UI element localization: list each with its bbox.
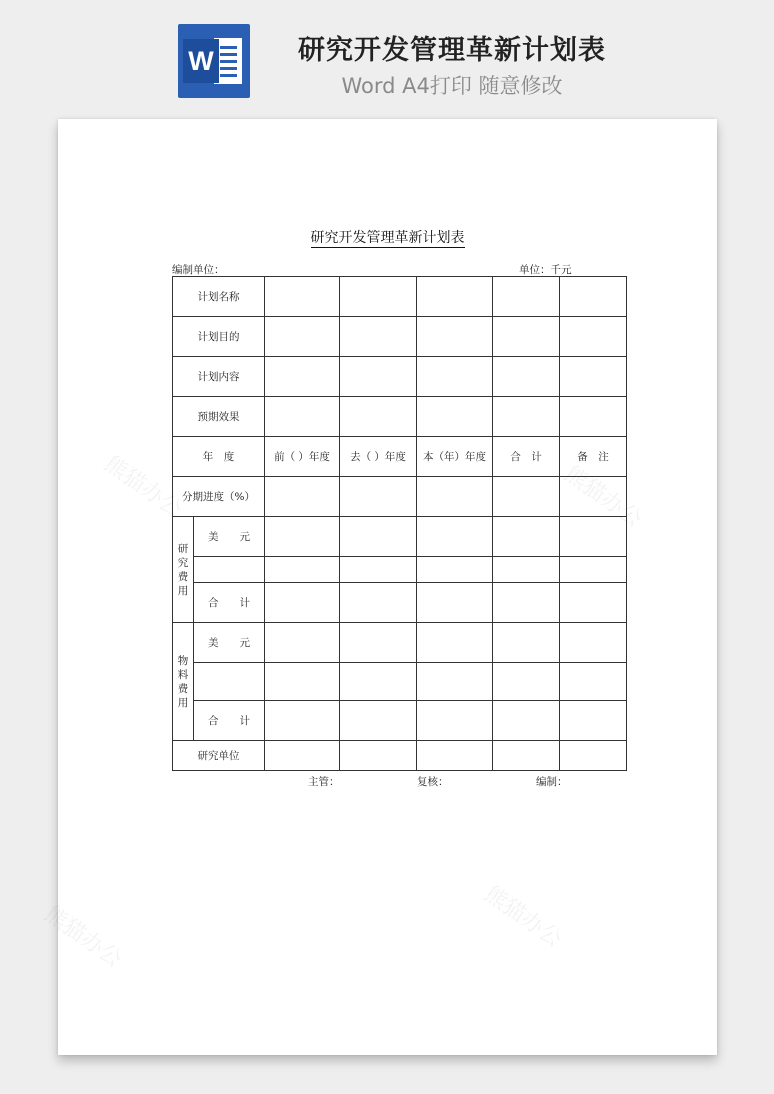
org-label: 编制单位： bbox=[172, 264, 225, 276]
reviewer-sign: 复核： bbox=[417, 776, 449, 788]
material-cost-label: 物料费用 bbox=[177, 654, 189, 709]
supervisor-sign: 主管： bbox=[308, 776, 340, 788]
material-usd-label: 美 元 bbox=[194, 623, 265, 663]
row-label-plan-content: 计划内容 bbox=[173, 357, 265, 397]
table-row bbox=[173, 583, 627, 623]
document-title: 研究开发管理革新计划表 bbox=[310, 230, 465, 246]
plan-table bbox=[172, 276, 627, 771]
preparer-sign: 编制： bbox=[536, 776, 568, 788]
row-label-progress: 分期进度（%） bbox=[173, 477, 265, 517]
table-row bbox=[173, 557, 627, 583]
unit-label: 单位：千元 bbox=[519, 264, 572, 276]
row-label-expected-effect: 预期效果 bbox=[173, 397, 265, 437]
research-total-label: 合 计 bbox=[194, 583, 265, 623]
watermark: 熊猫办公 bbox=[99, 451, 187, 523]
col-header-total: 合 计 bbox=[493, 437, 560, 477]
col-header-last-year: 去（ ）年度 bbox=[340, 437, 417, 477]
banner bbox=[0, 0, 774, 110]
research-cost-label: 研究费用 bbox=[177, 542, 189, 597]
table-row bbox=[173, 623, 627, 663]
table-row bbox=[173, 397, 627, 437]
table-row bbox=[173, 701, 627, 741]
col-header-remarks: 备 注 bbox=[560, 437, 627, 477]
table-row bbox=[173, 477, 627, 517]
research-usd-label: 美 元 bbox=[194, 517, 265, 557]
row-label-research-unit: 研究单位 bbox=[173, 741, 265, 771]
banner-subtitle: Word A4打印 随意修改 bbox=[341, 74, 563, 98]
material-total-label: 合 计 bbox=[194, 701, 265, 741]
row-label-year: 年 度 bbox=[173, 437, 265, 477]
row-label-plan-name: 计划名称 bbox=[173, 277, 265, 317]
banner-title: 研究开发管理革新计划表 bbox=[298, 35, 606, 66]
word-logo-letter: W bbox=[183, 39, 219, 83]
table-row bbox=[173, 357, 627, 397]
table-row bbox=[173, 663, 627, 701]
table-row bbox=[173, 317, 627, 357]
col-header-this-year: 本（年）年度 bbox=[417, 437, 493, 477]
material-cost-group bbox=[173, 623, 194, 741]
watermark: 熊猫办公 bbox=[479, 881, 567, 953]
watermark: 熊猫办公 bbox=[559, 461, 647, 533]
table-row bbox=[173, 741, 627, 771]
table-row bbox=[173, 437, 627, 477]
word-logo-icon bbox=[178, 24, 250, 98]
col-header-prev-year: 前（ ）年度 bbox=[265, 437, 340, 477]
watermark: 熊猫办公 bbox=[39, 901, 127, 973]
table-row bbox=[173, 517, 627, 557]
table-row bbox=[173, 277, 627, 317]
row-label-plan-goal: 计划目的 bbox=[173, 317, 265, 357]
research-cost-group bbox=[173, 517, 194, 623]
